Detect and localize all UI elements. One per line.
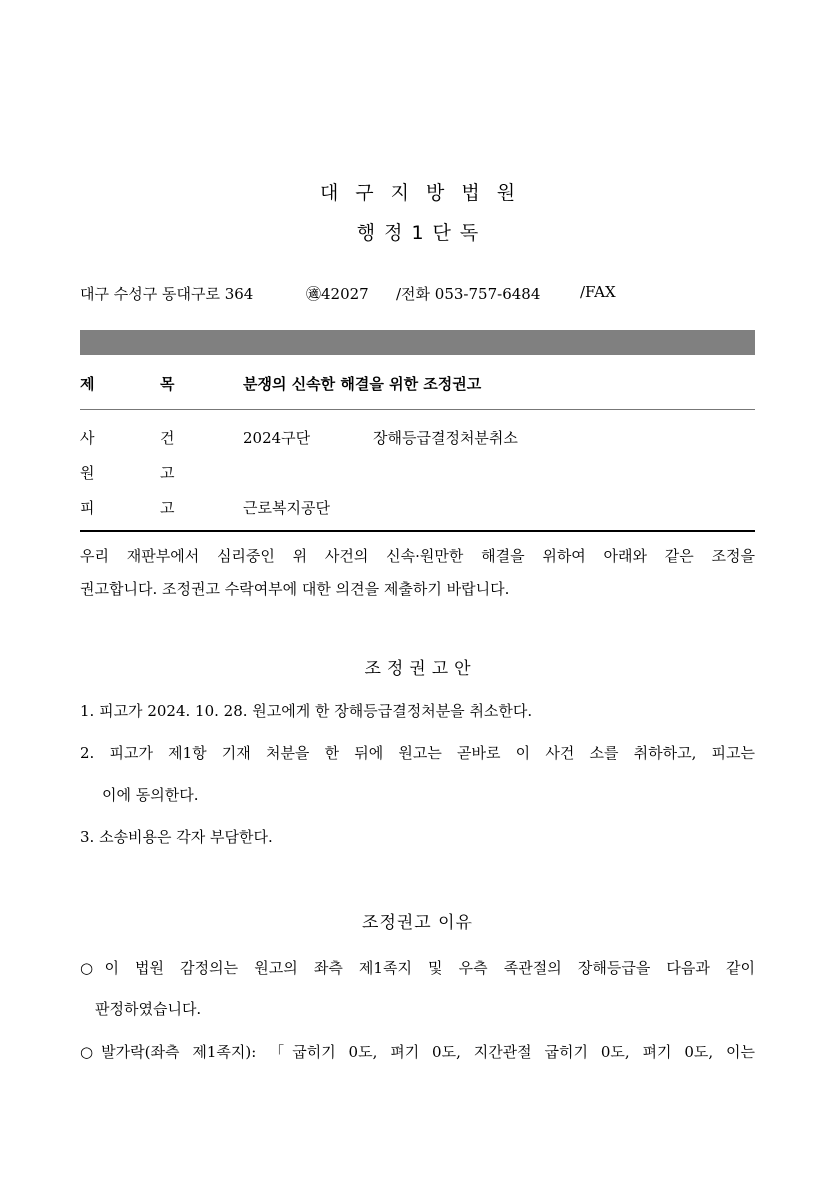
- case-name: 장해등급결정처분취소: [373, 429, 518, 447]
- proposal-heading: 조정권고안: [364, 659, 477, 679]
- defendant-label-1: 피: [80, 499, 95, 517]
- intro-paragraph: [80, 540, 755, 606]
- case-number: 2024구단: [243, 429, 311, 447]
- defendant-value: 근로복지공단: [243, 499, 330, 517]
- case-label-2: 건: [160, 429, 175, 447]
- proposal-item-2-line-2-text: 이에 동의한다.: [102, 786, 199, 804]
- court-address: 대구 수성구 동대구로 364: [80, 285, 254, 303]
- proposal-item-1: 1. 피고가 2024. 10. 28. 원고에게 한 장해등급결정처분을 취소한다.: [80, 702, 533, 720]
- plaintiff-label-1: 원: [80, 464, 95, 482]
- reasons-heading: 조정권고 이유: [362, 913, 473, 933]
- fax-number: /FAX: [580, 283, 616, 301]
- proposal-item-2-line-1: 2. 피고가 제1항 기재 처분을 한 뒤에 원고는 곧바로 이 사건 소를 취하하고, 피고는: [80, 744, 755, 762]
- reasons-bullet-1-line-2: [80, 993, 755, 1026]
- postal-code: ㊜42027: [306, 285, 369, 303]
- subject-label-1: 제: [80, 375, 95, 393]
- proposal-item-2-line-2: [80, 779, 755, 812]
- reasons-bullet-1-line-2-text: 판정하였습니다.: [95, 1000, 202, 1018]
- court-name: 대구지방법원: [319, 182, 533, 204]
- case-label-1: 사: [80, 429, 95, 447]
- info-bottom-divider: [80, 530, 755, 532]
- proposal-item-3: 3. 소송비용은 각자 부담한다.: [80, 828, 273, 846]
- reasons-bullet-2-line-1: ○발가락(좌측 제1족지): 「굽히기 0도, 펴기 0도, 지간관절 굽히기 0도, 펴기 0도, 이는: [80, 1043, 755, 1061]
- reasons-bullet-1-line-1: ○이 법원 감정의는 원고의 좌측 제1족지 및 우측 족관절의 장해등급을 다음과 같이: [80, 959, 755, 977]
- header-grey-bar: [80, 330, 755, 355]
- defendant-label-2: 고: [160, 499, 175, 517]
- subject-value: 분쟁의 신속한 해결을 위한 조정권고: [243, 375, 482, 393]
- subject-label-2: 목: [160, 375, 175, 393]
- intro-line-2: 권고합니다. 조정권고 수락여부에 대한 의견을 제출하기 바랍니다.: [80, 580, 510, 598]
- subject-divider: [80, 409, 755, 410]
- phone-number: /전화 053-757-6484: [396, 285, 541, 303]
- plaintiff-label-2: 고: [160, 464, 175, 482]
- department-name: 행정1단독: [356, 222, 488, 244]
- intro-line-1: 우리 재판부에서 심리중인 위 사건의 신속·원만한 해결을 위하여 아래와 같은 조정을: [80, 547, 755, 565]
